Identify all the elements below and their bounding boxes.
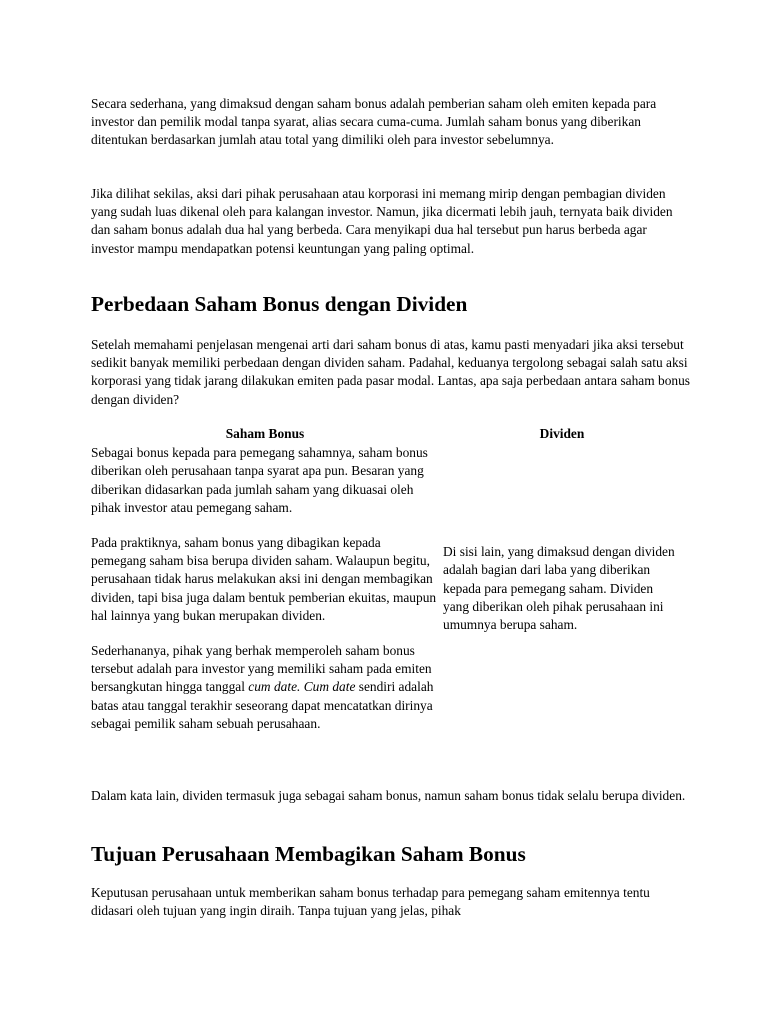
saham-bonus-para-2: Pada praktiknya, saham bonus yang dibagikan kepada pemegang saham bisa berupa dividen saham. Walaupun begitu, perusahaan tidak harus melakukan aksi ini dengan membagikan dividen, tapi bisa juga dalam bentuk pemberian ekuitas, maupun hal lainnya yang bukan merupakan dividen.	[91, 535, 437, 623]
table-row	[89, 444, 683, 733]
para-3-text-end: sendiri adalah batas atau tanggal terakhir seseorang dapat mencatatkan dirinya sebagai pemilik saham sebuah perusahaan.	[91, 679, 434, 731]
differences-paragraph: Setelah memahami penjelasan mengenai arti dari saham bonus di atas, kamu pasti menyadari jika aksi tersebut sedikit banyak memiliki perbedaan dengan dividen saham. Padahal, keduanya tergolong sebagai salah satu aksi korporasi yang tidak jarang dilakukan emiten pada pasar modal. Lantas, apa saja perbedaan antara saham bonus dengan dividen?	[91, 337, 691, 407]
saham-bonus-para-3	[91, 642, 439, 733]
conclusion-paragraph: Dalam kata lain, dividen termasuk juga sebagai saham bonus, namun saham bonus tidak selalu berupa dividen.	[91, 788, 686, 803]
comparison-table	[89, 425, 683, 733]
purpose-paragraph: Keputusan perusahaan untuk memberikan saham bonus terhadap para pemegang saham emitennya tentu didasari oleh tujuan yang ingin diraih. Tanpa tujuan yang jelas, pihak	[91, 885, 650, 919]
section-heading-tujuan: Tujuan Perusahaan Membagikan Saham Bonus	[91, 842, 526, 866]
table-header-row	[89, 425, 683, 444]
table-header-saham-bonus: Saham Bonus	[225, 426, 305, 441]
cum-date-term: cum date. Cum date	[248, 679, 356, 695]
comparison-intro-paragraph: Jika dilihat sekilas, aksi dari pihak perusahaan atau korporasi ini memang mirip dengan pembagian dividen yang sudah luas dikenal oleh para kalangan investor. Namun, jika dicermati lebih jauh, ternyata baik dividen dan saham bonus adalah dua hal yang berbeda. Cara menyikapi dua hal tersebut pun harus berbeda agar investor mampu mendapatkan potensi keuntungan yang paling optimal.	[91, 186, 673, 256]
section-heading-perbedaan: Perbedaan Saham Bonus dengan Dividen	[91, 292, 468, 316]
para-3-text-start: Sederhananya, pihak yang berhak memperoleh saham bonus tersebut adalah para investor yang memiliki saham pada emiten bersangkutan hingga tanggal	[91, 643, 432, 695]
saham-bonus-cell	[89, 444, 441, 733]
table-header-dividen: Dividen	[539, 426, 585, 441]
intro-paragraph: Secara sederhana, yang dimaksud dengan saham bonus adalah pemberian saham oleh emiten kepada para investor dan pemilik modal tanpa syarat, alias secara cuma-cuma. Jumlah saham bonus yang diberikan ditentukan berdasarkan jumlah atau total yang dimiliki oleh para investor sebelumnya.	[91, 96, 657, 148]
dividen-cell: Di sisi lain, yang dimaksud dengan dividen adalah bagian dari laba yang diberikan kepada para pemegang saham. Dividen yang diberikan oleh pihak perusahaan ini umumnya berupa saham.	[443, 544, 675, 632]
saham-bonus-para-1: Sebagai bonus kepada para pemegang sahamnya, saham bonus diberikan oleh perusahaan tanpa syarat apa pun. Besaran yang diberikan didasarkan pada jumlah saham yang dikuasai oleh pihak investor atau pemegang saham.	[91, 445, 428, 515]
